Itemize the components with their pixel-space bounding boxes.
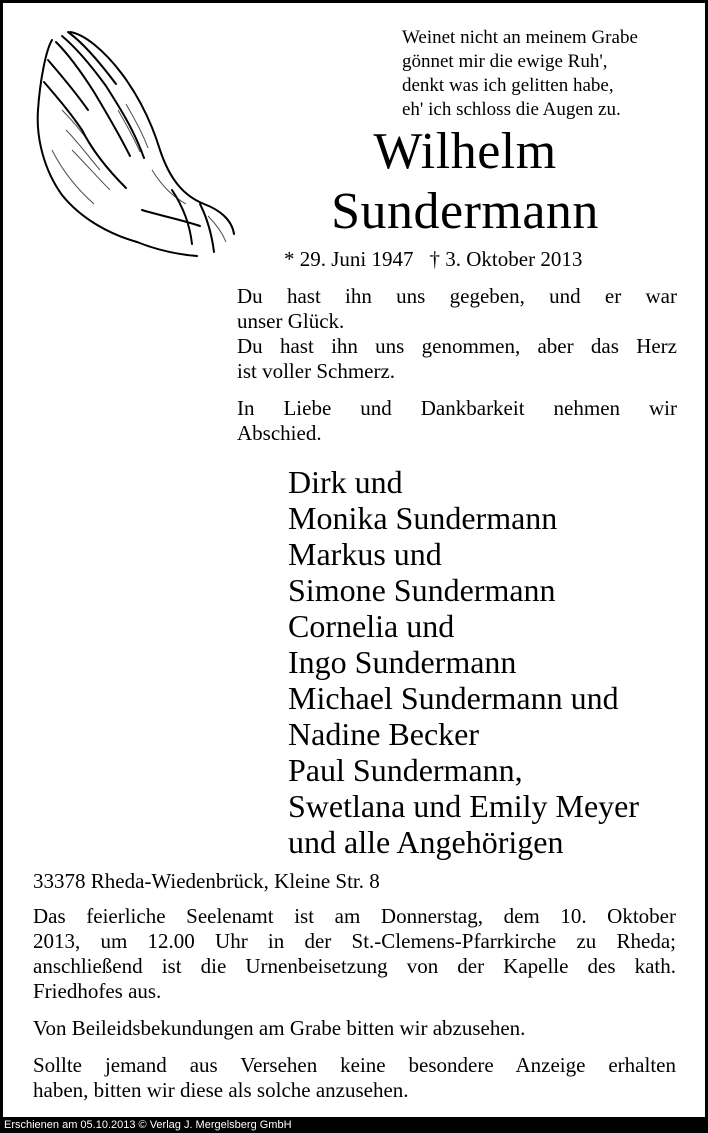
verse-line: unser Glück.	[237, 309, 345, 333]
family-member: Markus und	[288, 536, 442, 572]
verse-first	[237, 284, 677, 384]
notice-paragraph	[33, 1053, 676, 1103]
family-member: Simone Sundermann	[288, 572, 556, 608]
verse-line: Du hast ihn uns genommen, aber das Herz	[237, 334, 677, 358]
service-line: anschließend ist die Urnenbeisetzung von der Kapelle des kath.	[33, 954, 676, 978]
verse-line: ist voller Schmerz.	[237, 359, 396, 383]
deceased-last-name: Sundermann	[331, 183, 599, 240]
notice-line: haben, bitten wir diese als solche anzusehen.	[33, 1078, 409, 1102]
family-member: Paul Sundermann,	[288, 752, 523, 788]
poem	[402, 26, 702, 122]
death-date: † 3. Oktober 2013	[429, 247, 583, 271]
service-line: 2013, um 12.00 Uhr in der St.-Clemens-Pfarrkirche zu Rheda;	[33, 929, 676, 953]
verse-line: Du hast ihn uns gegeben, und er war	[237, 284, 677, 308]
condolences-line: Von Beileidsbekundungen am Grabe bitten wir abzusehen.	[33, 1016, 526, 1040]
birth-date: * 29. Juni 1947	[284, 247, 414, 271]
life-dates	[284, 246, 582, 272]
family-member: und alle Angehörigen	[288, 824, 564, 860]
service-line: Friedhofes aus.	[33, 979, 162, 1003]
publisher-footer: Erschienen am 05.10.2013 © Verlag J. Mergelsberg GmbH	[0, 1117, 708, 1133]
family-member: Nadine Becker	[288, 716, 480, 752]
deceased-first-name: Wilhelm	[373, 123, 557, 180]
family-member: Ingo Sundermann	[288, 644, 517, 680]
verse-second	[237, 396, 677, 446]
verse-line: Abschied.	[237, 421, 322, 445]
poem-line: eh' ich schloss die Augen zu.	[402, 99, 621, 120]
poem-line: denkt was ich gelitten habe,	[402, 75, 614, 96]
praying-hands-icon	[22, 20, 242, 260]
notice-line: Sollte jemand aus Versehen keine besondere Anzeige erhalten	[33, 1053, 676, 1077]
family-member: Dirk und	[288, 464, 403, 500]
condolences-paragraph	[33, 1016, 676, 1041]
family-member: Swetlana und Emily Meyer	[288, 788, 640, 824]
family-member: Cornelia und	[288, 608, 455, 644]
service-line: Das feierliche Seelenamt ist am Donnerstag, dem 10. Oktober	[33, 904, 676, 928]
poem-line: gönnet mir die ewige Ruh',	[402, 51, 608, 72]
service-paragraph	[33, 904, 676, 1004]
address: 33378 Rheda-Wiedenbrück, Kleine Str. 8	[33, 869, 380, 893]
family-member: Monika Sundermann	[288, 500, 558, 536]
poem-line: Weinet nicht an meinem Grabe	[402, 27, 638, 48]
verse-line: In Liebe und Dankbarkeit nehmen wir	[237, 396, 677, 420]
family-member: Michael Sundermann und	[288, 680, 619, 716]
family-list	[288, 464, 698, 860]
